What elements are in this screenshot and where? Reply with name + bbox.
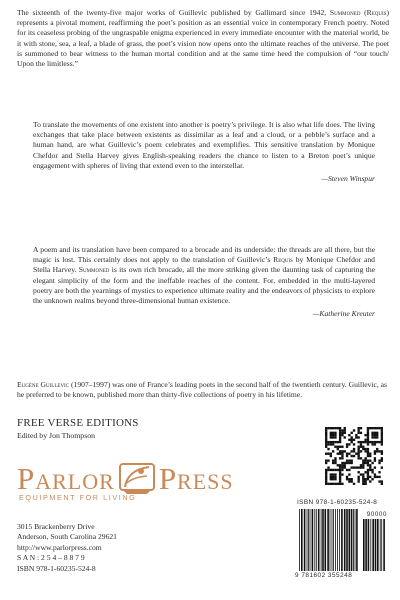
publisher-name-right: Press [158,461,234,496]
address-line: 3015 Brackenberry Drive [17,522,95,531]
book-title-smallcaps: Summoned (Requis) [329,8,389,17]
series-title: FREE VERSE EDITIONS [17,417,139,429]
blurb-text-3: is its own rich brocade, all the more striking given the daunting task of capturing the elegant simplicity of the form and the ineffable reaches of the content. For, embedded in the multi-layered poetry are both the yearnings of mystics to experience ultimate reality and the endeavors of physicists to explore the unknown realms beyond three-dimensional human existence. [33,265,376,306]
blurb-attribution: —Steven Winspur [321,174,375,184]
barcode-isbn-label: ISBN 978-1-60235-524-8 [297,499,378,506]
author-name: Eugène Guillevic [17,380,70,389]
blurb-text: To translate the movements of one existent into another is poetry’s privilege. It is also what life does. The living exchanges that take place between existents as dissimilar as a leaf and a cloud, or a pebble’s surface and a human hand, are what Guillevic’s poem celebrates and exemplifies. This sensitive translation by Monique Chefdor and Stella Harvey gives English-speaking readers the chance to listen to a Breton poet’s unique engagement with spheres of living that extend even to the interstellar. [33,120,375,170]
website-line: http://www.parlorpress.com [17,542,102,552]
isbn-line: ISBN 978-1-60235-524-8 [17,563,96,573]
blurb-text-2: by Monique Chefdor and Stella Harvey. [33,255,375,275]
blurb-winspur [33,120,375,184]
intro-paragraph [17,8,389,69]
qr-code-icon [325,427,383,485]
intro-text-2: represents a pivotal moment, reaffirming the poet’s position as an essential voice in contemporary French poetry. Noted for its ceaseless probing of the ungraspable enigma experienced in every immediate encounter with the material world, be it with stone, sea, a leaf, a blade of grass, the poet’s vision now opens onto the ultimate reaches of the universe. The poet is summoned to bear witness to the human mortal condition and at the same time heed the compulsion of “our touch/ Upon the limitless.” [17,18,389,69]
blurb-attribution: —Katherine Kreuter [312,309,375,319]
parlor-press-emblem-icon [117,457,157,497]
address-line: Anderson, South Carolina 29621 [17,532,117,542]
publisher-tagline: EQUIPMENT FOR LIVING [19,493,137,502]
requis-smallcaps: Requis [273,255,293,265]
blurb-text [33,245,375,306]
barcode-price-code: 90000 [366,511,387,518]
author-bio [17,380,387,400]
publisher-address [17,522,237,574]
barcode-digits: 9 781602 355248 [295,572,353,579]
publisher-name-left: Parlor [17,461,115,496]
publisher-logo [17,455,257,520]
barcode-addon-bars [363,519,387,573]
blurb-kreuter [33,245,375,319]
summoned-smallcaps: Summoned [78,265,110,275]
isbn-barcode [293,497,389,583]
publisher-wordmark [17,457,234,497]
barcode-bars [299,509,359,573]
series-block [17,417,267,441]
series-editor: Edited by Jon Thompson [17,431,96,440]
author-bio-text: (1907–1997) was one of France’s leading poets in the second half of the twentieth century. Guillevic, as he preferred to be known, published more than thirty-five collections of poetry in his lifetime. [17,380,387,400]
san-line: S A N : 2 5 4 – 8 8 7 9 [17,553,85,563]
blurb-text-1: A poem and its translation have been compared to a brocade and its underside: the threads are all there, but the magic is lost. This certainly does not apply to the translation of Guillevic’s [33,245,375,265]
intro-text-1: The sixteenth of the twenty-five major works of Guillevic published by Gallimard since 1942, [17,8,330,17]
